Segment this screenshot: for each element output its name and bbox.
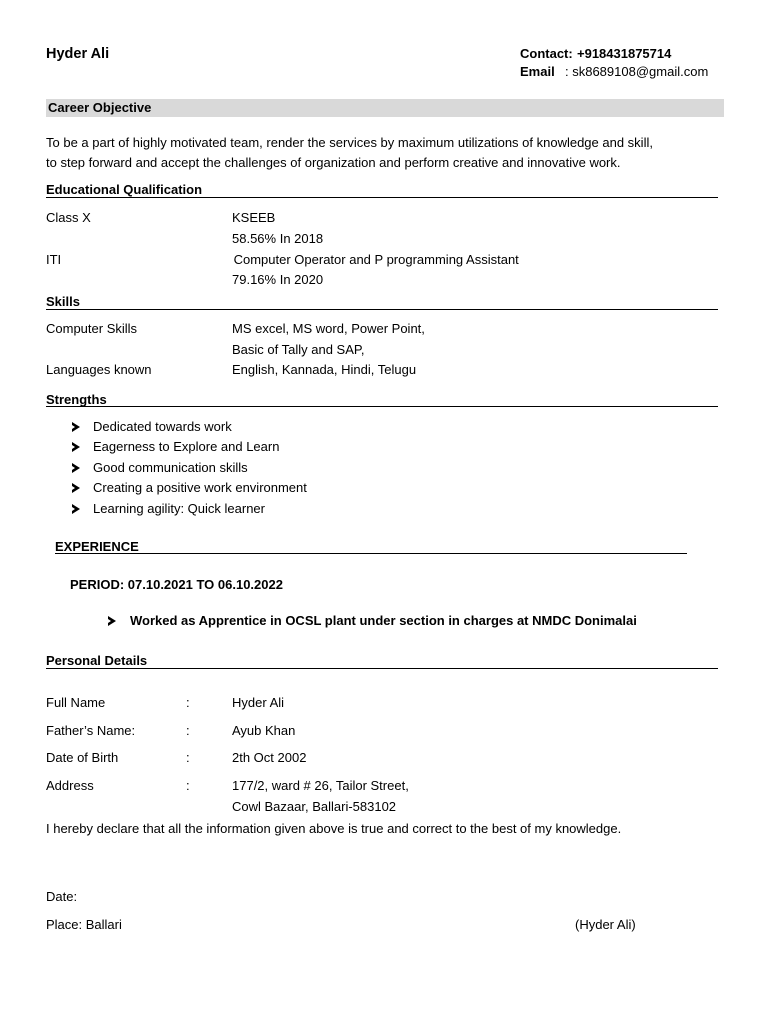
computer-skills-label: Computer Skills: [46, 321, 138, 336]
experience-period: PERIOD: 07.10.2021 TO 06.10.2022: [70, 577, 283, 592]
education-row-line2: 58.56% In 2018: [232, 231, 324, 246]
arrow-bullet-icon: [72, 439, 82, 455]
languages-value: English, Kannada, Hindi, Telugu: [232, 362, 417, 377]
strengths-divider: [46, 406, 718, 407]
career-objective-line2: to step forward and accept the challenges of organization and perform creative and innovative work.: [46, 155, 621, 170]
arrow-bullet-icon: [72, 460, 82, 476]
personal-label: Date of Birth: [46, 750, 119, 765]
personal-label: Address: [46, 778, 94, 793]
education-row-line1: Computer Operator and P programming Assistant: [230, 252, 519, 267]
place-label: Place: Ballari: [46, 917, 122, 932]
career-objective-heading: Career Objective: [48, 100, 152, 115]
date-label: Date:: [46, 889, 78, 904]
address-line2: Cowl Bazaar, Ballari-583102: [232, 799, 397, 814]
education-row-label: Class X: [46, 210, 91, 225]
contact-value: +918431875714: [577, 46, 672, 61]
strengths-heading: Strengths: [46, 392, 107, 407]
strength-item: Good communication skills: [93, 460, 248, 475]
education-row-line1: KSEEB: [232, 210, 276, 225]
personal-details-heading: Personal Details: [46, 653, 148, 668]
experience-heading: EXPERIENCE: [55, 539, 139, 554]
strength-item: Creating a positive work environment: [93, 480, 307, 495]
personal-separator: :: [186, 723, 190, 738]
declaration-text: I hereby declare that all the information given above is true and correct to the best of my knowledge.: [46, 821, 622, 836]
arrow-bullet-icon: [72, 419, 82, 435]
personal-value: 177/2, ward # 26, Tailor Street,: [232, 778, 409, 793]
experience-divider: [55, 553, 687, 554]
education-heading: Educational Qualification: [46, 182, 203, 197]
strength-item: Eagerness to Explore and Learn: [93, 439, 280, 454]
strength-item: Learning agility: Quick learner: [93, 501, 265, 516]
education-row-label: ITI: [46, 252, 62, 267]
arrow-bullet-icon: [72, 501, 82, 517]
candidate-name: Hyder Ali: [46, 46, 110, 62]
skills-divider: [46, 309, 718, 310]
personal-label: Full Name: [46, 695, 106, 710]
email-label: Email: [520, 64, 555, 79]
skills-heading: Skills: [46, 294, 80, 309]
personal-value: Ayub Khan: [232, 723, 296, 738]
computer-skills-line2: Basic of Tally and SAP,: [232, 342, 365, 357]
personal-value: 2th Oct 2002: [232, 750, 307, 765]
personal-value: Hyder Ali: [232, 695, 285, 710]
personal-separator: :: [186, 778, 190, 793]
computer-skills-line1: MS excel, MS word, Power Point,: [232, 321, 425, 336]
arrow-bullet-icon: [108, 613, 118, 629]
experience-item: Worked as Apprentice in OCSL plant under section in charges at NMDC Donimalai: [130, 613, 637, 628]
education-row-line2: 79.16% In 2020: [232, 272, 324, 287]
languages-label: Languages known: [46, 362, 152, 377]
personal-label: Father’s Name:: [46, 723, 136, 738]
strength-item: Dedicated towards work: [93, 419, 232, 434]
signature-name: (Hyder Ali): [575, 917, 636, 932]
personal-separator: :: [186, 695, 190, 710]
email-value: : sk8689108@gmail.com: [565, 64, 709, 79]
arrow-bullet-icon: [72, 480, 82, 496]
personal-details-divider: [46, 668, 718, 669]
personal-separator: :: [186, 750, 190, 765]
career-objective-line1: To be a part of highly motivated team, render the services by maximum utilizations of knowledge and skill,: [46, 135, 653, 150]
contact-label: Contact:: [520, 46, 573, 61]
education-divider: [46, 197, 718, 198]
